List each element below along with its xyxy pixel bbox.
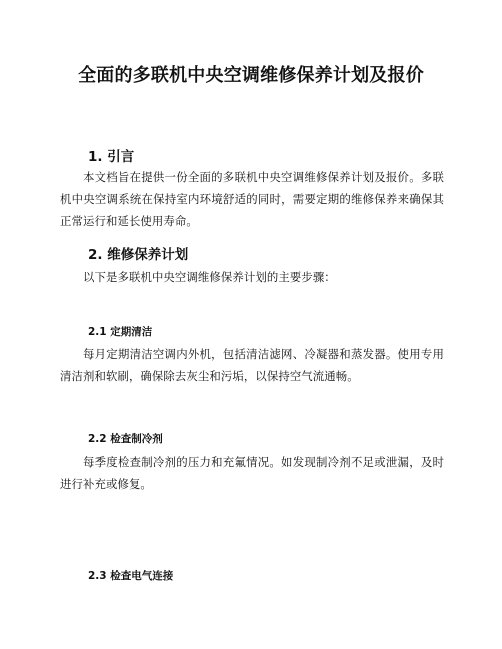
subsection-heading-regular-cleaning: 2.1 定期清洁 — [88, 326, 153, 338]
subsection-heading-check-refrigerant: 2.2 检查制冷剂 — [88, 433, 163, 445]
subsection-body-check-refrigerant: 每季度检查制冷剂的压力和充氟情况。如发现制冷剂不足或泄漏，及时进行补充或修复。 — [60, 455, 444, 491]
section-body-introduction: 本文档旨在提供一份全面的多联机中央空调维修保养计划及报价。多联机中央空调系统在保持室内环境舒适的同时，需要定期的维修保养来确保其正常运行和延长使用寿命。 — [60, 170, 444, 228]
subsection-body-regular-cleaning: 每月定期清洁空调内外机，包括清洁滤网、冷凝器和蒸发器。使用专用清洁剂和软刷，确保除去灰尘和污垢，以保持空气流通畅。 — [60, 347, 444, 383]
section-body-maintenance-plan: 以下是多联机中央空调维修保养计划的主要步骤： — [83, 270, 336, 284]
subsection-heading-check-electrical: 2.3 检查电气连接 — [88, 570, 174, 582]
section-heading-introduction: 1. 引言 — [88, 149, 135, 165]
section-heading-maintenance-plan: 2. 维修保养计划 — [88, 247, 189, 263]
document-title: 全面的多联机中央空调维修保养计划及报价 — [78, 65, 424, 86]
